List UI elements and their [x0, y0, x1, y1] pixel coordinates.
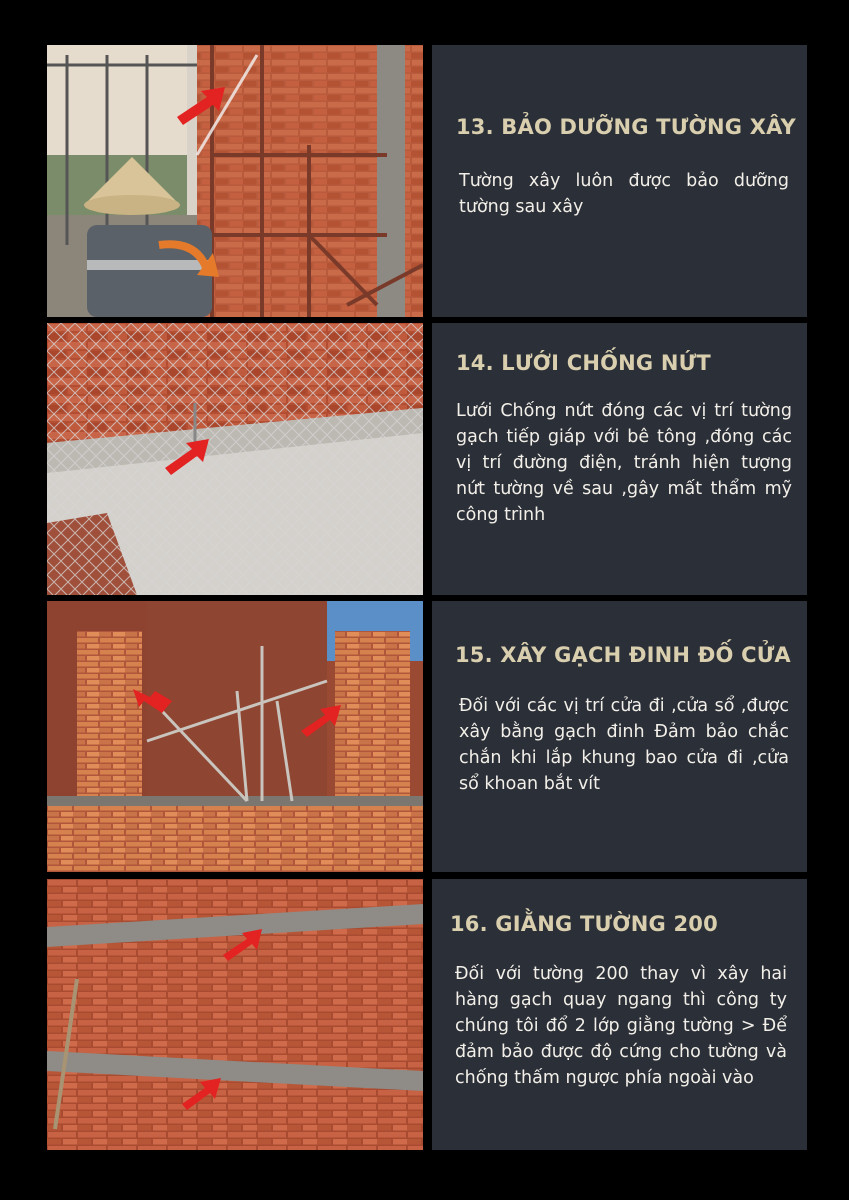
section-description: Lưới Chống nứt đóng các vị trí tường gạch tiếp giáp với bê tông ,đóng các vị trí đường điện, tránh hiện tượng nứt tường về sau ,gây mất thẩm mỹ công trình — [456, 401, 792, 525]
door-frame-illustration — [47, 601, 423, 872]
section-title: 16. GIẰNG TƯỜNG 200 — [450, 912, 718, 936]
wall-curing-illustration — [47, 45, 423, 317]
crack-mesh-illustration — [47, 323, 423, 595]
photo-wall-bracing — [47, 879, 423, 1150]
section-15-panel — [432, 601, 807, 872]
section-description: Tường xây luôn được bảo dưỡng tường sau xây — [459, 171, 789, 217]
section-description: Đối với các vị trí cửa đi ,cửa sổ ,được xây bằng gạch đinh Đảm bảo chắc chắn khi lắp khung bao cửa đi ,cửa sổ khoan bắt vít — [459, 696, 789, 794]
section-title: 15. XÂY GẠCH ĐINH ĐỐ CỬA — [455, 643, 791, 667]
photo-wall-curing — [47, 45, 423, 317]
wall-bracing-illustration — [47, 879, 423, 1150]
section-16-panel — [432, 879, 807, 1150]
section-description: Đối với tường 200 thay vì xây hai hàng gạch quay ngang thì công ty chúng tôi đổ 2 lớp giằng tường > Để đảm bảo được độ cứng cho tường và chống thấm ngược phía ngoài vào — [455, 964, 787, 1088]
section-title: 13. BẢO DƯỠNG TƯỜNG XÂY — [456, 115, 796, 139]
section-14-panel — [432, 323, 807, 595]
section-title: 14. LƯỚI CHỐNG NỨT — [456, 351, 711, 375]
photo-crack-mesh — [47, 323, 423, 595]
photo-door-frame-bricks — [47, 601, 423, 872]
section-13-panel — [432, 45, 807, 317]
